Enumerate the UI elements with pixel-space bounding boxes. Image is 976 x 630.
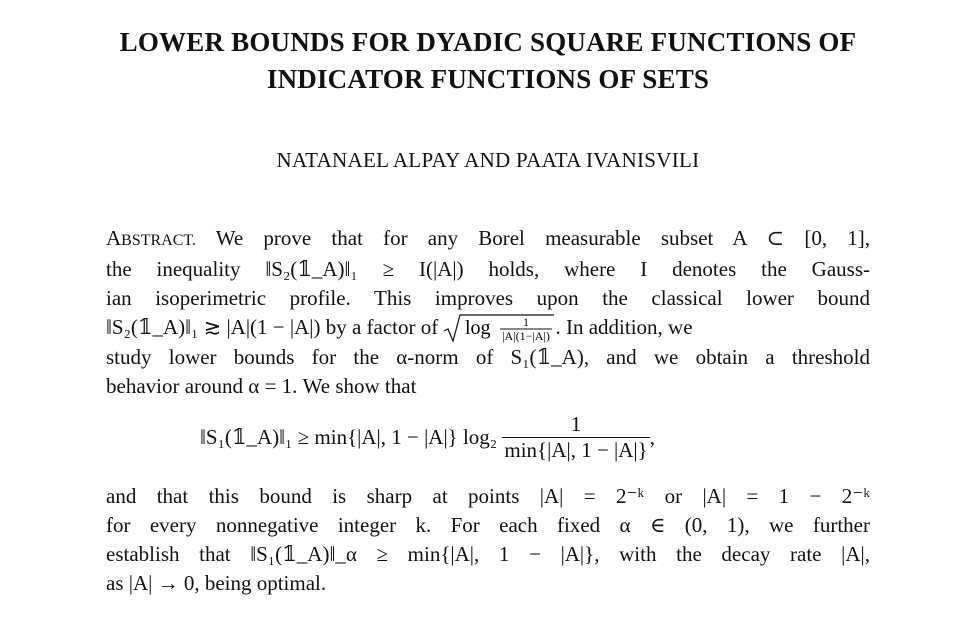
- display-fraction: [502, 412, 649, 463]
- abstract-text-4a: ‖S₂(𝟙_A)‖₁ ≳ |A|(1 − |A|) by a factor of: [106, 315, 439, 339]
- para2-line-2: for every nonnegative integer k. For each fixed α ∈ (0, 1), we further: [106, 513, 870, 537]
- abstract: [106, 224, 870, 401]
- display-frac-den: min{|A|, 1 − |A|}: [504, 438, 648, 462]
- abstract-label-rest: BSTRACT.: [121, 232, 196, 249]
- para2-line-1: and that this bound is sharp at points |A| = 2⁻ᵏ or |A| = 1 − 2⁻ᵏ: [106, 484, 870, 508]
- abstract-line-6: behavior around α = 1. We show that: [106, 374, 417, 398]
- abstract-paragraph-2: [106, 482, 870, 598]
- abstract-line-1: [106, 224, 870, 255]
- abstract-text-1: We prove that for any Borel measurable subset A ⊂ [0, 1],: [215, 226, 870, 250]
- title-line-2: INDICATOR FUNCTIONS OF SETS: [266, 64, 710, 94]
- abstract-text-4b: . In addition, we: [555, 315, 693, 339]
- abstract-label-initial: A: [106, 226, 122, 250]
- paper-title: [0, 24, 976, 98]
- sqrt-log: log: [465, 317, 492, 339]
- sqrt-symbol: [443, 313, 555, 343]
- abstract-line-4: [106, 313, 870, 343]
- display-frac-num: 1: [502, 412, 649, 438]
- abstract-line-5: study lower bounds for the α-norm of S₁(𝟙_A), and we obtain a threshold: [106, 345, 870, 369]
- display-end: ,: [649, 425, 655, 449]
- sqrt-frac-num: 1: [523, 315, 530, 329]
- para2-line-4: as |A| → 0, being optimal.: [106, 571, 327, 595]
- display-equation: [200, 412, 800, 472]
- abstract-line-3: ian isoperimetric profile. This improves upon the classical lower bound: [106, 286, 870, 310]
- display-lhs: ‖S₁(𝟙_A)‖₁ ≥ min{|A|, 1 − |A|} log₂: [200, 425, 498, 449]
- para2-line-3: establish that ‖S₁(𝟙_A)‖_α ≥ min{|A|, 1 − |A|}, with the decay rate |A|,: [106, 542, 870, 566]
- authors: NATANAEL ALPAY AND PAATA IVANISVILI: [276, 148, 700, 172]
- abstract-line-2: the inequality ‖S₂(𝟙_A)‖₁ ≥ I(|A|) holds, where I denotes the Gauss-: [106, 257, 870, 281]
- sqrt-frac-den: |A|(1−|A|): [502, 329, 551, 343]
- title-line-1: LOWER BOUNDS FOR DYADIC SQUARE FUNCTIONS OF: [119, 27, 857, 57]
- sqrt-expression: [443, 313, 555, 343]
